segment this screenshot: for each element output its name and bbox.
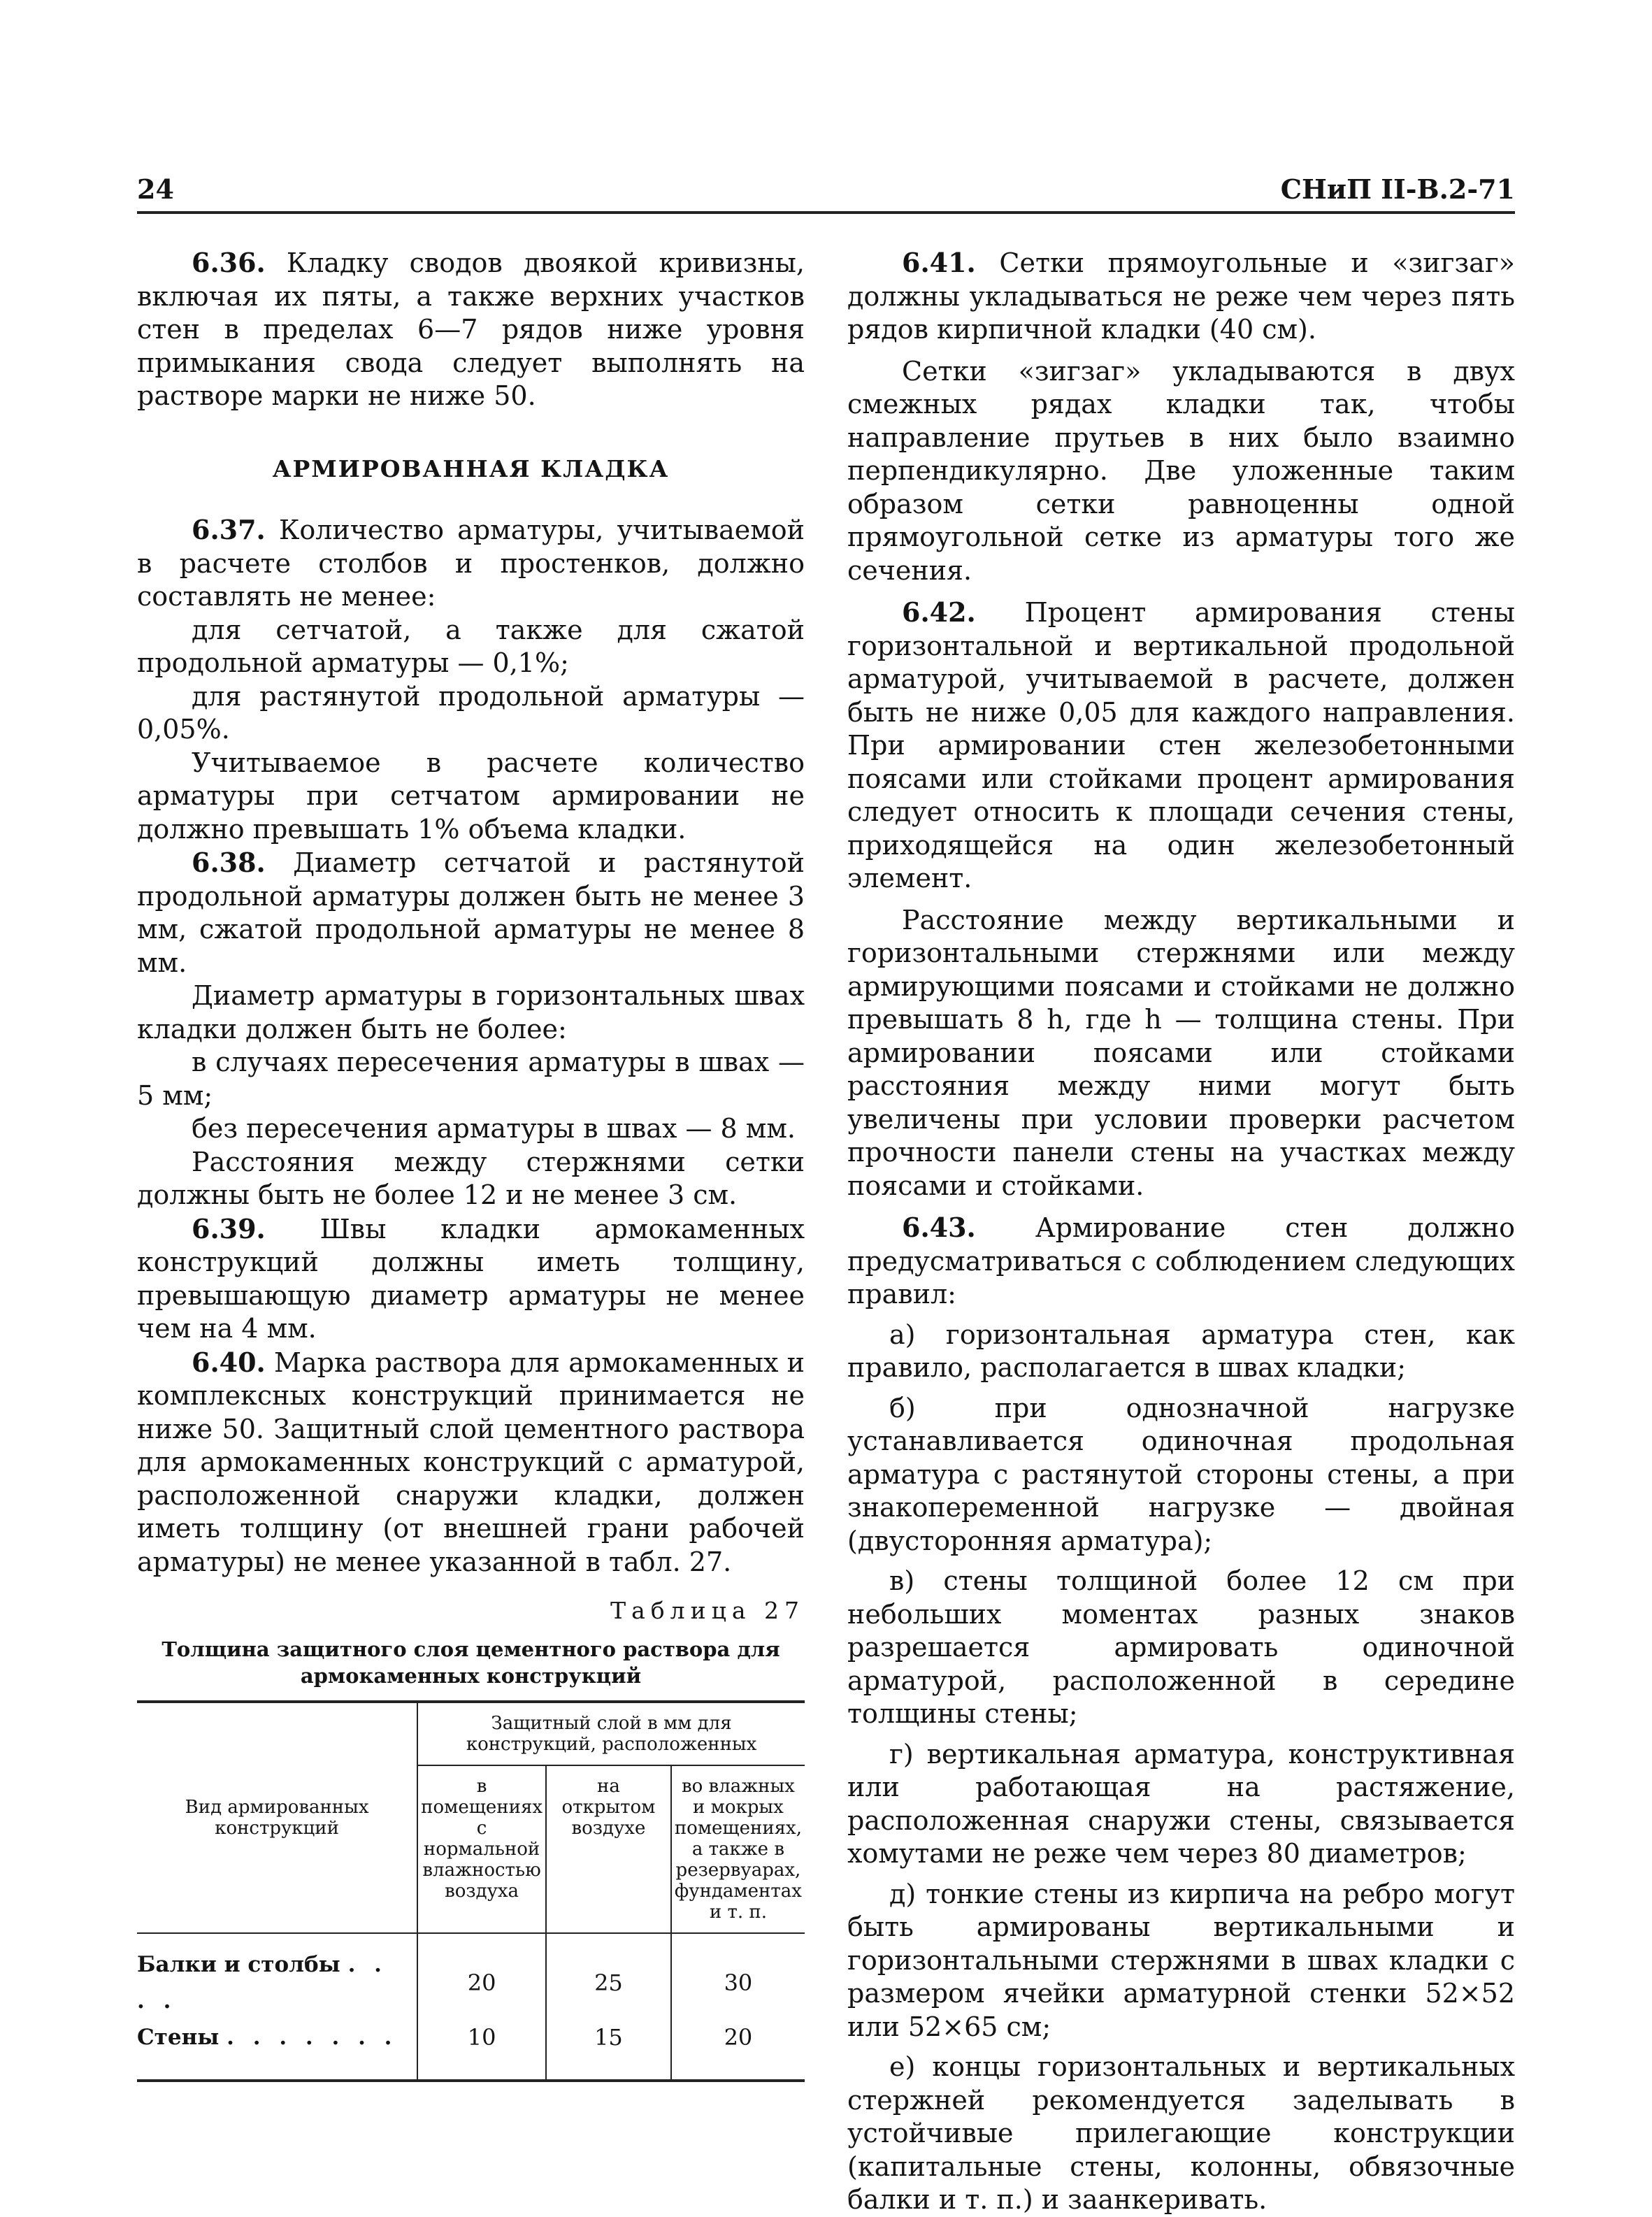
clause-number: 6.42. xyxy=(902,596,976,628)
clause-text: Кладку сводов двоякой кривизны, включая их пяты, а также верхних участков стен в пределах 6—7 рядов ниже уровня примыкания свода следует выполнять на растворе марки не ниже 50. xyxy=(137,247,805,411)
clause-text: Марка раствора для армокаменных и комплексных конструкций принимается не ниже 50. Защитный слой цементного раствора для армокаменных конструкций с арматурой, расположенной снаружи кладки, должен иметь толщину (от внешней грани рабочей арматуры) не менее указанной в табл. 27. xyxy=(137,1347,805,1577)
paragraph: в случаях пересечения арматуры в швах — 5 мм; xyxy=(137,1047,805,1111)
list-item: а) горизонтальная арматура стен, как правило, располагается в швах кладки; xyxy=(847,1319,1515,1383)
protective-layer-table xyxy=(137,1700,805,2082)
paragraph: Учитываемое в расчете количество арматуры при сетчатом армировании не должно превышать 1% объема кладки. xyxy=(137,747,805,845)
clause-text: Процент армирования стены горизонтальной и вертикальной продольной арматурой, учитываемой в расчете, должен быть не ниже 0,05 для каждого направления. При армировании стен железобетонными поясами или стойками процент армирования следует относить к площади сечения стены, приходящейся на один железобетонный элемент. xyxy=(847,597,1515,894)
table-header-col: на открытом воздухе xyxy=(546,1765,671,1933)
list-item: б) при однозначной нагрузке устанавливается одиночная продольная арматура с растянутой стороны стены, а при знакопеременной нагрузке — двойная (двусторонняя арматура); xyxy=(847,1392,1515,1556)
clause-text: Диаметр сетчатой и растянутой продольной арматуры должен быть не менее 3 мм, сжатой продольной арматуры не менее 8 мм. xyxy=(137,847,805,978)
clause-number: 6.43. xyxy=(902,1212,976,1243)
clause-6-37 xyxy=(137,513,805,614)
clause-text: Сетки прямоугольные и «зигзаг» должны укладываться не реже чем через пять рядов кирпичной кладки (40 см). xyxy=(847,247,1515,345)
section-heading: АРМИРОВАННАЯ КЛАДКА xyxy=(272,454,670,482)
paragraph: Диаметр арматуры в горизонтальных швах кладки должен быть не более: xyxy=(137,980,805,1045)
table-header-col: во влажных и мокрых помещениях, а также в резервуарах, фундаментах и т. п. xyxy=(671,1765,805,1933)
list-item: в) стены толщиной более 12 см при небольших моментах разных знаков разрешается армировать одиночной арматурой, расположенной в середине толщины стены; xyxy=(847,1565,1515,1729)
table-cell: 30 xyxy=(671,1933,805,2019)
table-cell: 20 xyxy=(417,1933,546,2019)
clause-text: Швы кладки армокаменных конструкций должны иметь толщину, превышающую диаметр арматуры не менее чем на 4 мм. xyxy=(137,1213,805,1344)
clause-number: 6.39. xyxy=(192,1212,266,1244)
table-cell: 25 xyxy=(546,1933,671,2019)
clause-text: Количество арматуры, учитываемой в расчете столбов и простенков, должно составлять не менее: xyxy=(137,515,805,612)
clause-6-36 xyxy=(137,246,805,413)
clause-number: 6.38. xyxy=(192,847,266,878)
page-header xyxy=(137,173,1515,208)
list-item: д) тонкие стены из кирпича на ребро могут быть армированы вертикальными и горизонтальными стержнями в швах кладки с размером ячейки арматурной стенки 52×52 или 52×65 см; xyxy=(847,1878,1515,2042)
paragraph: Сетки «зигзаг» укладываются в двух смежных рядах кладки так, чтобы направление прутьев в них было взаимно перпендикулярно. Две уложенные таким образом сетки равноценны одной прямоугольной сетке из арматуры того же сечения. xyxy=(847,355,1515,586)
right-column xyxy=(847,246,1515,2217)
table-caption: Толщина защитного слоя цементного раствора для армокаменных конструкций xyxy=(161,1637,780,1688)
header-rule xyxy=(137,211,1515,214)
clause-number: 6.37. xyxy=(192,514,266,545)
clause-6-40 xyxy=(137,1346,805,1579)
paragraph: Расстояние между вертикальными и горизонтальными стержнями или между армирующими поясами и стойками не должно превышать 8 h, где h — толщина стены. При армировании поясами или стойками расстояния между ними могут быть увеличены при условии проверки расчетом прочности панели стены на участках между поясами и стойками. xyxy=(847,904,1515,1201)
leader-dots: . . . . . . . xyxy=(227,2025,398,2050)
row-label xyxy=(137,1933,417,2019)
clause-number: 6.41. xyxy=(902,247,976,278)
paragraph: Расстояния между стержнями сетки должны быть не более 12 и не менее 3 см. xyxy=(137,1146,805,1210)
list-item: е) концы горизонтальных и вертикальных стержней рекомендуется заделывать в устойчивые прилегающие конструкции (капитальные стены, колонны, обвязочные балки и т. п.) и заанкеривать. xyxy=(847,2051,1515,2215)
table-row xyxy=(137,2019,805,2081)
clause-6-42 xyxy=(847,596,1515,896)
clause-text: Армирование стен должно предусматриваться с соблюдением следующих правил: xyxy=(847,1212,1515,1310)
clause-6-38 xyxy=(137,846,805,980)
clause-number: 6.40. xyxy=(192,1346,266,1378)
clause-6-43 xyxy=(847,1211,1515,1312)
table-cell: 10 xyxy=(417,2019,546,2081)
page-number: 24 xyxy=(137,173,174,205)
table-row xyxy=(137,1933,805,2019)
table-cell: 15 xyxy=(546,2019,671,2081)
left-column xyxy=(137,246,805,2082)
clause-number: 6.36. xyxy=(192,247,266,278)
table-header-col: в помещениях с нормальной влажностью воздуха xyxy=(417,1765,546,1933)
row-name: Балки и столбы xyxy=(137,1952,340,1977)
list-item: г) вертикальная арматура, конструктивная или работающая на растяжение, расположенная снаружи стены, связывается хомутами не реже чем через 80 диаметров; xyxy=(847,1738,1515,1869)
row-name: Стены xyxy=(137,2025,220,2050)
paragraph: для сетчатой, а также для сжатой продольной арматуры — 0,1%; xyxy=(137,614,805,678)
row-label xyxy=(137,2019,417,2081)
table-cell: 20 xyxy=(671,2019,805,2081)
leader-dots: . . . . xyxy=(137,1952,387,2014)
table-header-group: Защитный слой в мм для конструкций, расположенных xyxy=(417,1702,805,1765)
table-header-kind: Вид армированных конструкций xyxy=(137,1702,417,1933)
table-label: Таблица 27 xyxy=(610,1597,805,1624)
clause-6-41 xyxy=(847,246,1515,347)
paragraph: без пересечения арматуры в швах — 8 мм. xyxy=(192,1113,796,1144)
paragraph: для растянутой продольной арматуры — 0,05%. xyxy=(137,680,805,745)
running-title: СНиП II-В.2-71 xyxy=(1280,173,1515,205)
clause-6-39 xyxy=(137,1212,805,1346)
